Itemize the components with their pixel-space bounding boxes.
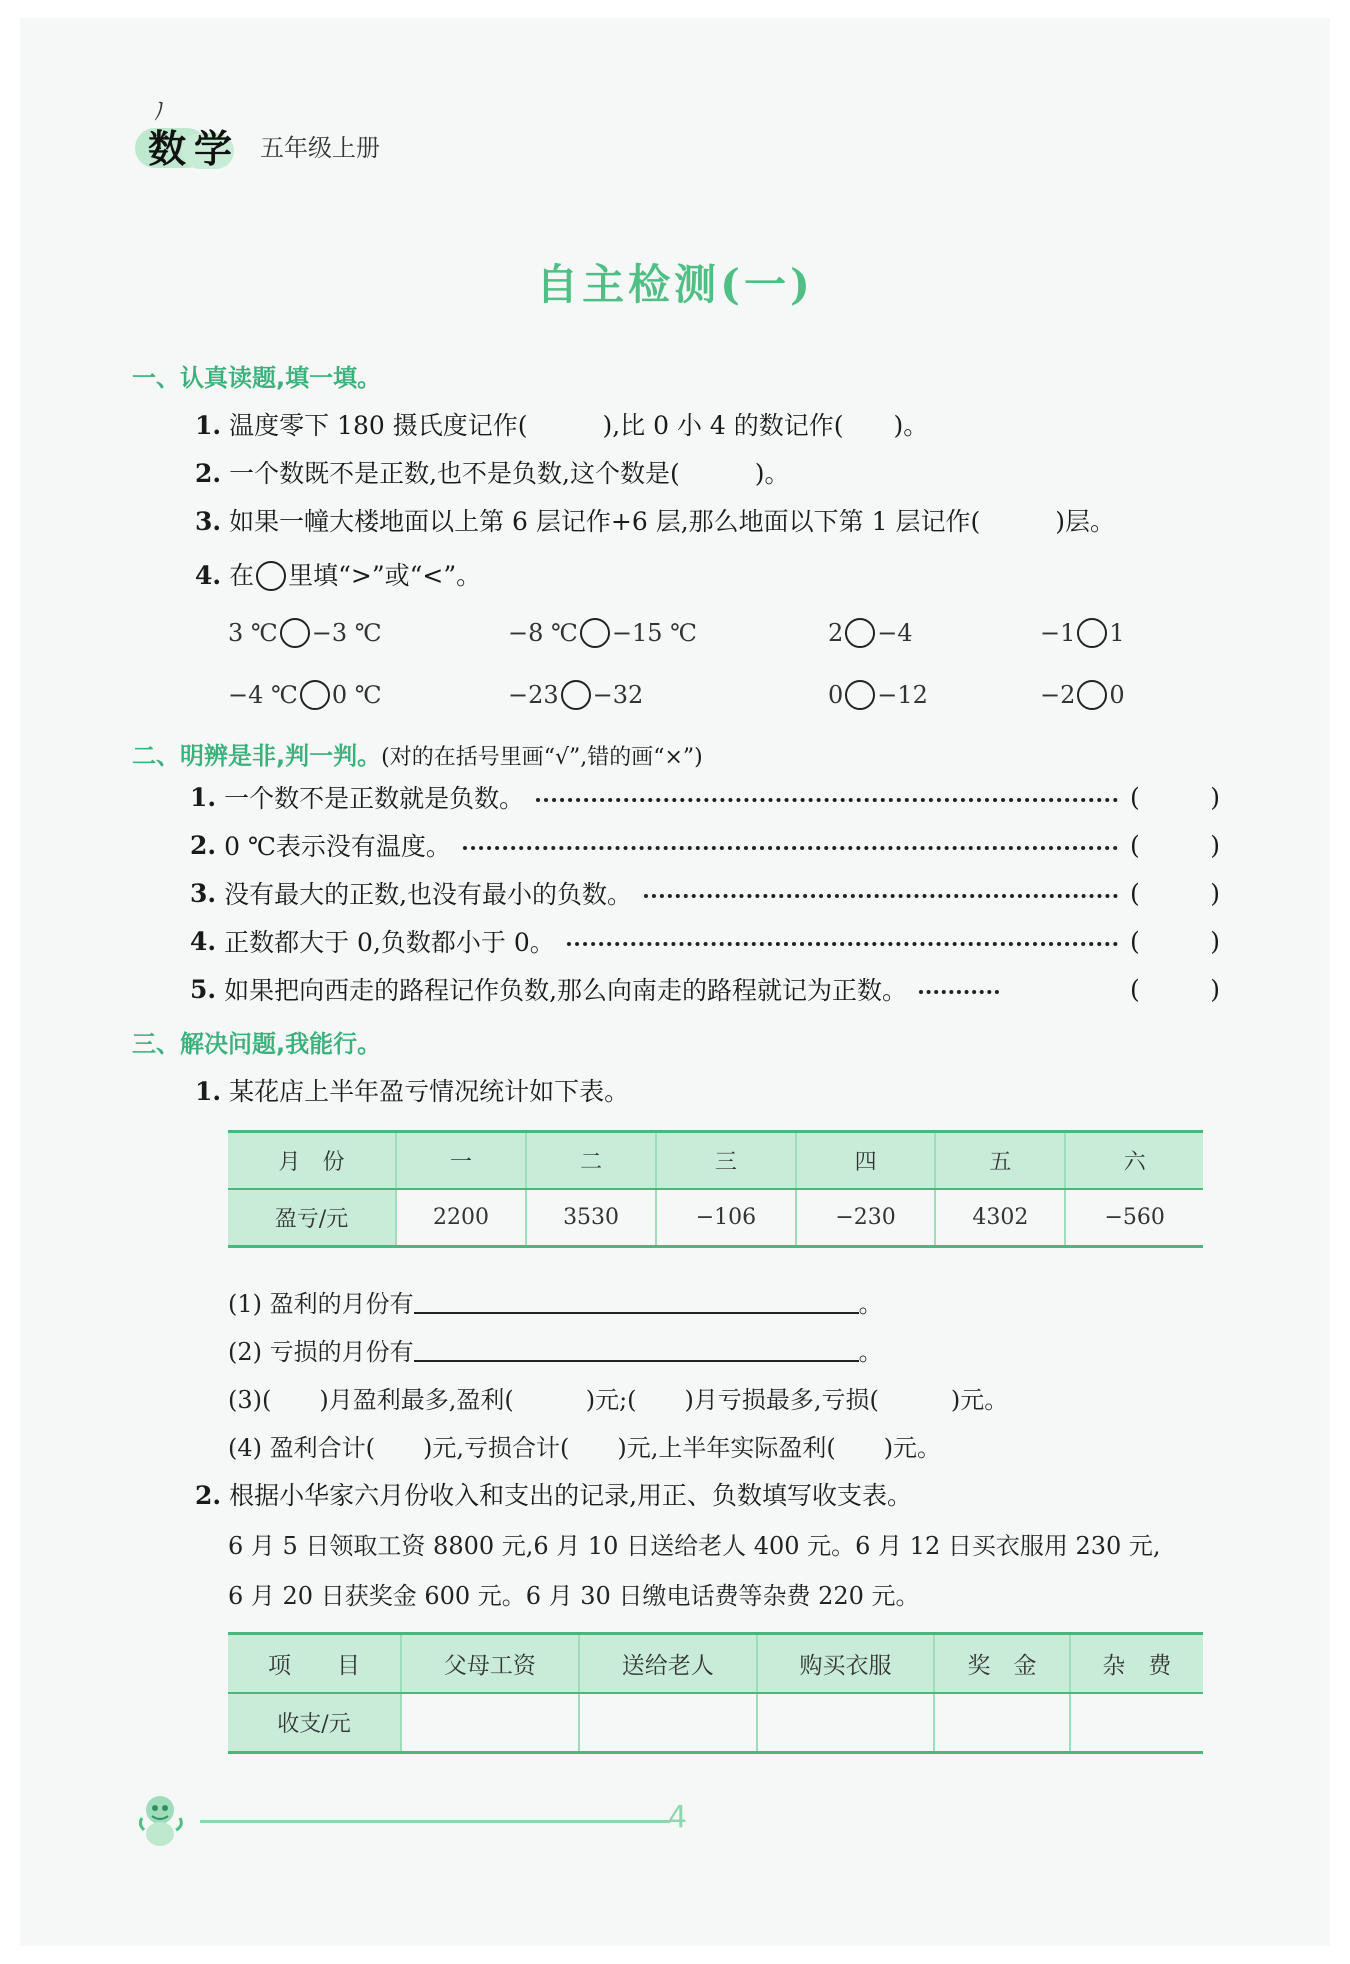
judge-item[interactable]: 3. 没有最大的正数,也没有最小的负数。 ( ) (190, 878, 1220, 909)
page-number: 4 (668, 1800, 688, 1835)
compare-item[interactable]: 0 −12 (828, 681, 928, 709)
mascot-icon (130, 1788, 192, 1850)
sub-question-2[interactable]: (2) 亏损的月份有 。 (228, 1338, 883, 1366)
judge-item[interactable]: 5. 如果把向西走的路程记作负数,那么向南走的路程就记为正数。 ( ) (190, 974, 1220, 1005)
compare-item[interactable]: 3 ℃ −3 ℃ (228, 619, 382, 647)
table-header-label: 月 份 (228, 1132, 396, 1190)
table-header-label: 项 目 (228, 1634, 401, 1694)
value-cell: 4302 (935, 1189, 1065, 1247)
month-cell: 六 (1065, 1132, 1203, 1190)
sub-question-1[interactable]: (1) 盈利的月份有 。 (228, 1290, 883, 1318)
grade-label: 五年级上册 (260, 134, 380, 162)
item-cell: 奖 金 (934, 1634, 1069, 1694)
compare-item[interactable]: 2 −4 (828, 619, 913, 647)
compare-item[interactable]: −1 1 (1040, 619, 1125, 647)
answer-cell[interactable] (1070, 1693, 1203, 1753)
value-cell: −560 (1065, 1189, 1203, 1247)
item-cell: 父母工资 (401, 1634, 579, 1694)
item-cell: 购买衣服 (757, 1634, 935, 1694)
circle-icon (256, 561, 286, 591)
problem-2-intro: 2. 根据小华家六月份收入和支出的记录,用正、负数填写收支表。 (195, 1481, 913, 1510)
compare-item[interactable]: −23 −32 (508, 681, 644, 709)
answer-cell[interactable] (934, 1693, 1069, 1753)
month-cell: 二 (526, 1132, 656, 1190)
judge-item[interactable]: 4. 正数都大于 0,负数都小于 0。 ( ) (190, 926, 1220, 957)
section1-heading: 一、认真读题,填一填。 (132, 364, 382, 392)
section2-note: (对的在括号里画“√”,错的画“×”) (381, 745, 703, 770)
table-row-label: 收支/元 (228, 1693, 401, 1753)
profit-loss-table (228, 1130, 1203, 1248)
section3-heading: 三、解决问题,我能行。 (132, 1030, 382, 1058)
section2-header (132, 736, 703, 771)
month-cell: 四 (796, 1132, 936, 1190)
problem-2-line2: 6 月 20 日获奖金 600 元。6 月 30 日缴电话费等杂费 220 元。 (228, 1582, 920, 1610)
subject-title: 数学 (148, 127, 241, 171)
section2-heading: 二、明辨是非,判一判。 (132, 742, 382, 770)
value-cell: 3530 (526, 1189, 656, 1247)
problem-2-line1: 6 月 5 日领取工资 8800 元,6 月 10 日送给老人 400 元。6 月 12 日买衣服用 230 元, (228, 1532, 1161, 1560)
pen-mark: ノ (145, 95, 175, 127)
judge-item[interactable]: 1. 一个数不是正数就是负数。 ( ) (190, 782, 1220, 813)
sub-question-4[interactable]: (4) 盈利合计( )元,亏损合计( )元,上半年实际盈利( )元。 (228, 1434, 942, 1462)
item-cell: 送给老人 (579, 1634, 757, 1694)
compare-item[interactable]: −4 ℃ 0 ℃ (228, 681, 382, 709)
item-cell: 杂 费 (1070, 1634, 1203, 1694)
income-expense-table (228, 1632, 1203, 1754)
question-1-2: 2. 一个数既不是正数,也不是负数,这个数是( )。 (195, 459, 790, 488)
page-title: 自主检测(一) (536, 260, 814, 309)
answer-cell[interactable] (757, 1693, 935, 1753)
question-1-4: 4. 在 里填“>”或“<”。 (195, 561, 482, 590)
value-cell: 2200 (396, 1189, 526, 1247)
table-row-label: 盈亏/元 (228, 1189, 396, 1247)
month-cell: 五 (935, 1132, 1065, 1190)
problem-1-intro: 1. 某花店上半年盈亏情况统计如下表。 (195, 1077, 630, 1106)
judge-item[interactable]: 2. 0 ℃表示没有温度。 ( ) (190, 830, 1220, 861)
question-1-3: 3. 如果一幢大楼地面以上第 6 层记作+6 层,那么地面以下第 1 层记作( )层。 (195, 507, 1115, 536)
footer-line (200, 1820, 670, 1823)
compare-item[interactable]: −8 ℃ −15 ℃ (508, 619, 697, 647)
compare-item[interactable]: −2 0 (1040, 681, 1125, 709)
month-cell: 三 (656, 1132, 796, 1190)
question-1-1: 1. 温度零下 180 摄氏度记作( ),比 0 小 4 的数记作( )。 (195, 411, 929, 440)
value-cell: −106 (656, 1189, 796, 1247)
answer-cell[interactable] (401, 1693, 579, 1753)
answer-cell[interactable] (579, 1693, 757, 1753)
sub-question-3[interactable]: (3)( )月盈利最多,盈利( )元;( )月亏损最多,亏损( )元。 (228, 1386, 1009, 1414)
value-cell: −230 (796, 1189, 936, 1247)
month-cell: 一 (396, 1132, 526, 1190)
